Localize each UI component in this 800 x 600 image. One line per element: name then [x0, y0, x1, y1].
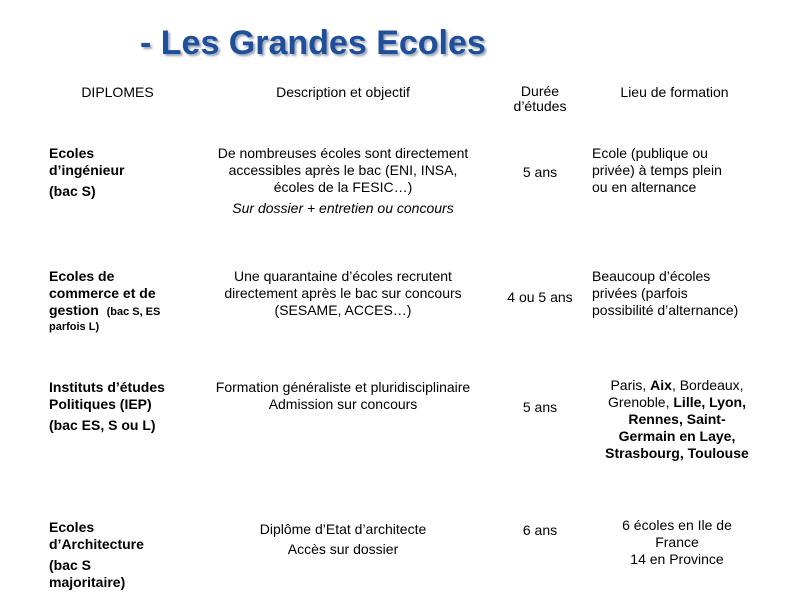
row4-desc-l1: Diplôme d’Etat d’architecte — [259, 521, 427, 537]
row3-place-g: Germain en Laye, — [618, 428, 736, 444]
row3-desc-l2: Admission sur concours — [268, 396, 418, 412]
row3-place-h: Strasbourg, Toulouse — [605, 445, 749, 461]
row1-desc-l3: écoles de la FESIC…) — [273, 179, 413, 195]
row2-desc-l2: directement après le bac sur concours — [224, 285, 462, 301]
row2-name-l2: commerce et de — [49, 285, 156, 301]
row4-description — [196, 519, 490, 559]
row2-duration: 4 ou 5 ans — [507, 289, 573, 305]
row1-name-l2: d’ingénieur — [49, 162, 125, 178]
row3-place-a: Paris, — [610, 377, 647, 393]
row3-diplome — [49, 379, 199, 434]
row1-desc-l1: De nombreuses écoles sont directement — [217, 145, 469, 161]
row1-lieu — [592, 145, 762, 196]
row3-lieu — [592, 377, 762, 462]
row4-name-l3: (bac S — [49, 557, 92, 573]
row2-name-small-b: parfois L) — [49, 321, 100, 333]
header-duree — [495, 84, 585, 114]
header-description: Description et objectif — [276, 84, 410, 100]
row2-place-l2: privées (parfois — [592, 285, 688, 301]
row3-duration: 5 ans — [522, 399, 558, 415]
row3-name-l2: Politiques (IEP) — [49, 396, 152, 412]
row1-desc-l2: accessibles après le bac (ENI, INSA, — [228, 162, 458, 178]
row3-place-d: Grenoble, — [608, 394, 670, 410]
row3-place-b: Aix — [650, 377, 672, 393]
row2-desc-l3: (SESAME, ACCES…) — [274, 302, 412, 318]
row4-name-l4: majoritaire) — [49, 574, 126, 590]
row2-lieu — [592, 268, 762, 319]
row4-place-l1: 6 écoles en Ile de — [622, 517, 732, 533]
row2-name-l1: Ecoles de — [49, 268, 115, 284]
row1-place-l1: Ecole (publique ou — [592, 145, 708, 161]
row4-lieu — [592, 517, 762, 568]
header-duree-line1: Durée — [520, 83, 560, 99]
row4-diplome — [49, 519, 199, 591]
row1-place-l3: ou en alternance — [592, 179, 697, 195]
row2-place-l3: possibilité d’alternance) — [592, 302, 739, 318]
row3-desc-l1: Formation généraliste et pluridisciplinaire — [215, 379, 471, 395]
row1-place-l2: privée) à temps plein — [592, 162, 722, 178]
row1-description — [196, 145, 490, 217]
row1-diplome — [49, 145, 199, 200]
row2-name-l3: gestion — [49, 302, 99, 318]
page-title: - Les Grandes Ecoles — [140, 24, 486, 62]
row4-place-l3: 14 en Province — [630, 551, 724, 567]
row3-name-l1: Instituts d’études — [49, 379, 165, 395]
header-diplomes: DIPLOMES — [81, 84, 154, 100]
row2-description — [196, 268, 490, 319]
row2-diplome — [49, 268, 199, 334]
header-duree-line2: d’études — [513, 98, 567, 114]
row1-desc-l4: Sur dossier + entretien ou concours — [232, 200, 454, 216]
row2-desc-l1: Une quarantaine d’écoles recrutent — [234, 268, 452, 284]
row2-name-small-a: (bac S, ES — [106, 306, 161, 318]
row3-description — [196, 379, 490, 413]
row4-duration: 6 ans — [522, 522, 558, 538]
row2-place-l1: Beaucoup d’écoles — [592, 268, 711, 284]
row3-place-e: Lille, Lyon, — [673, 394, 746, 410]
row4-name-l2: d’Architecture — [49, 536, 144, 552]
row1-name-l3: (bac S) — [49, 183, 96, 199]
row4-name-l1: Ecoles — [49, 519, 95, 535]
row1-name-l1: Ecoles — [49, 145, 95, 161]
row3-name-l3: (bac ES, S ou L) — [49, 417, 156, 433]
header-lieu: Lieu de formation — [620, 84, 729, 100]
row3-place-c: , Bordeaux, — [671, 377, 744, 393]
row4-place-l2: France — [655, 534, 699, 550]
row3-place-f: Rennes, Saint- — [628, 411, 726, 427]
row4-desc-l2: Accès sur dossier — [287, 541, 399, 557]
row1-duration: 5 ans — [522, 164, 558, 180]
